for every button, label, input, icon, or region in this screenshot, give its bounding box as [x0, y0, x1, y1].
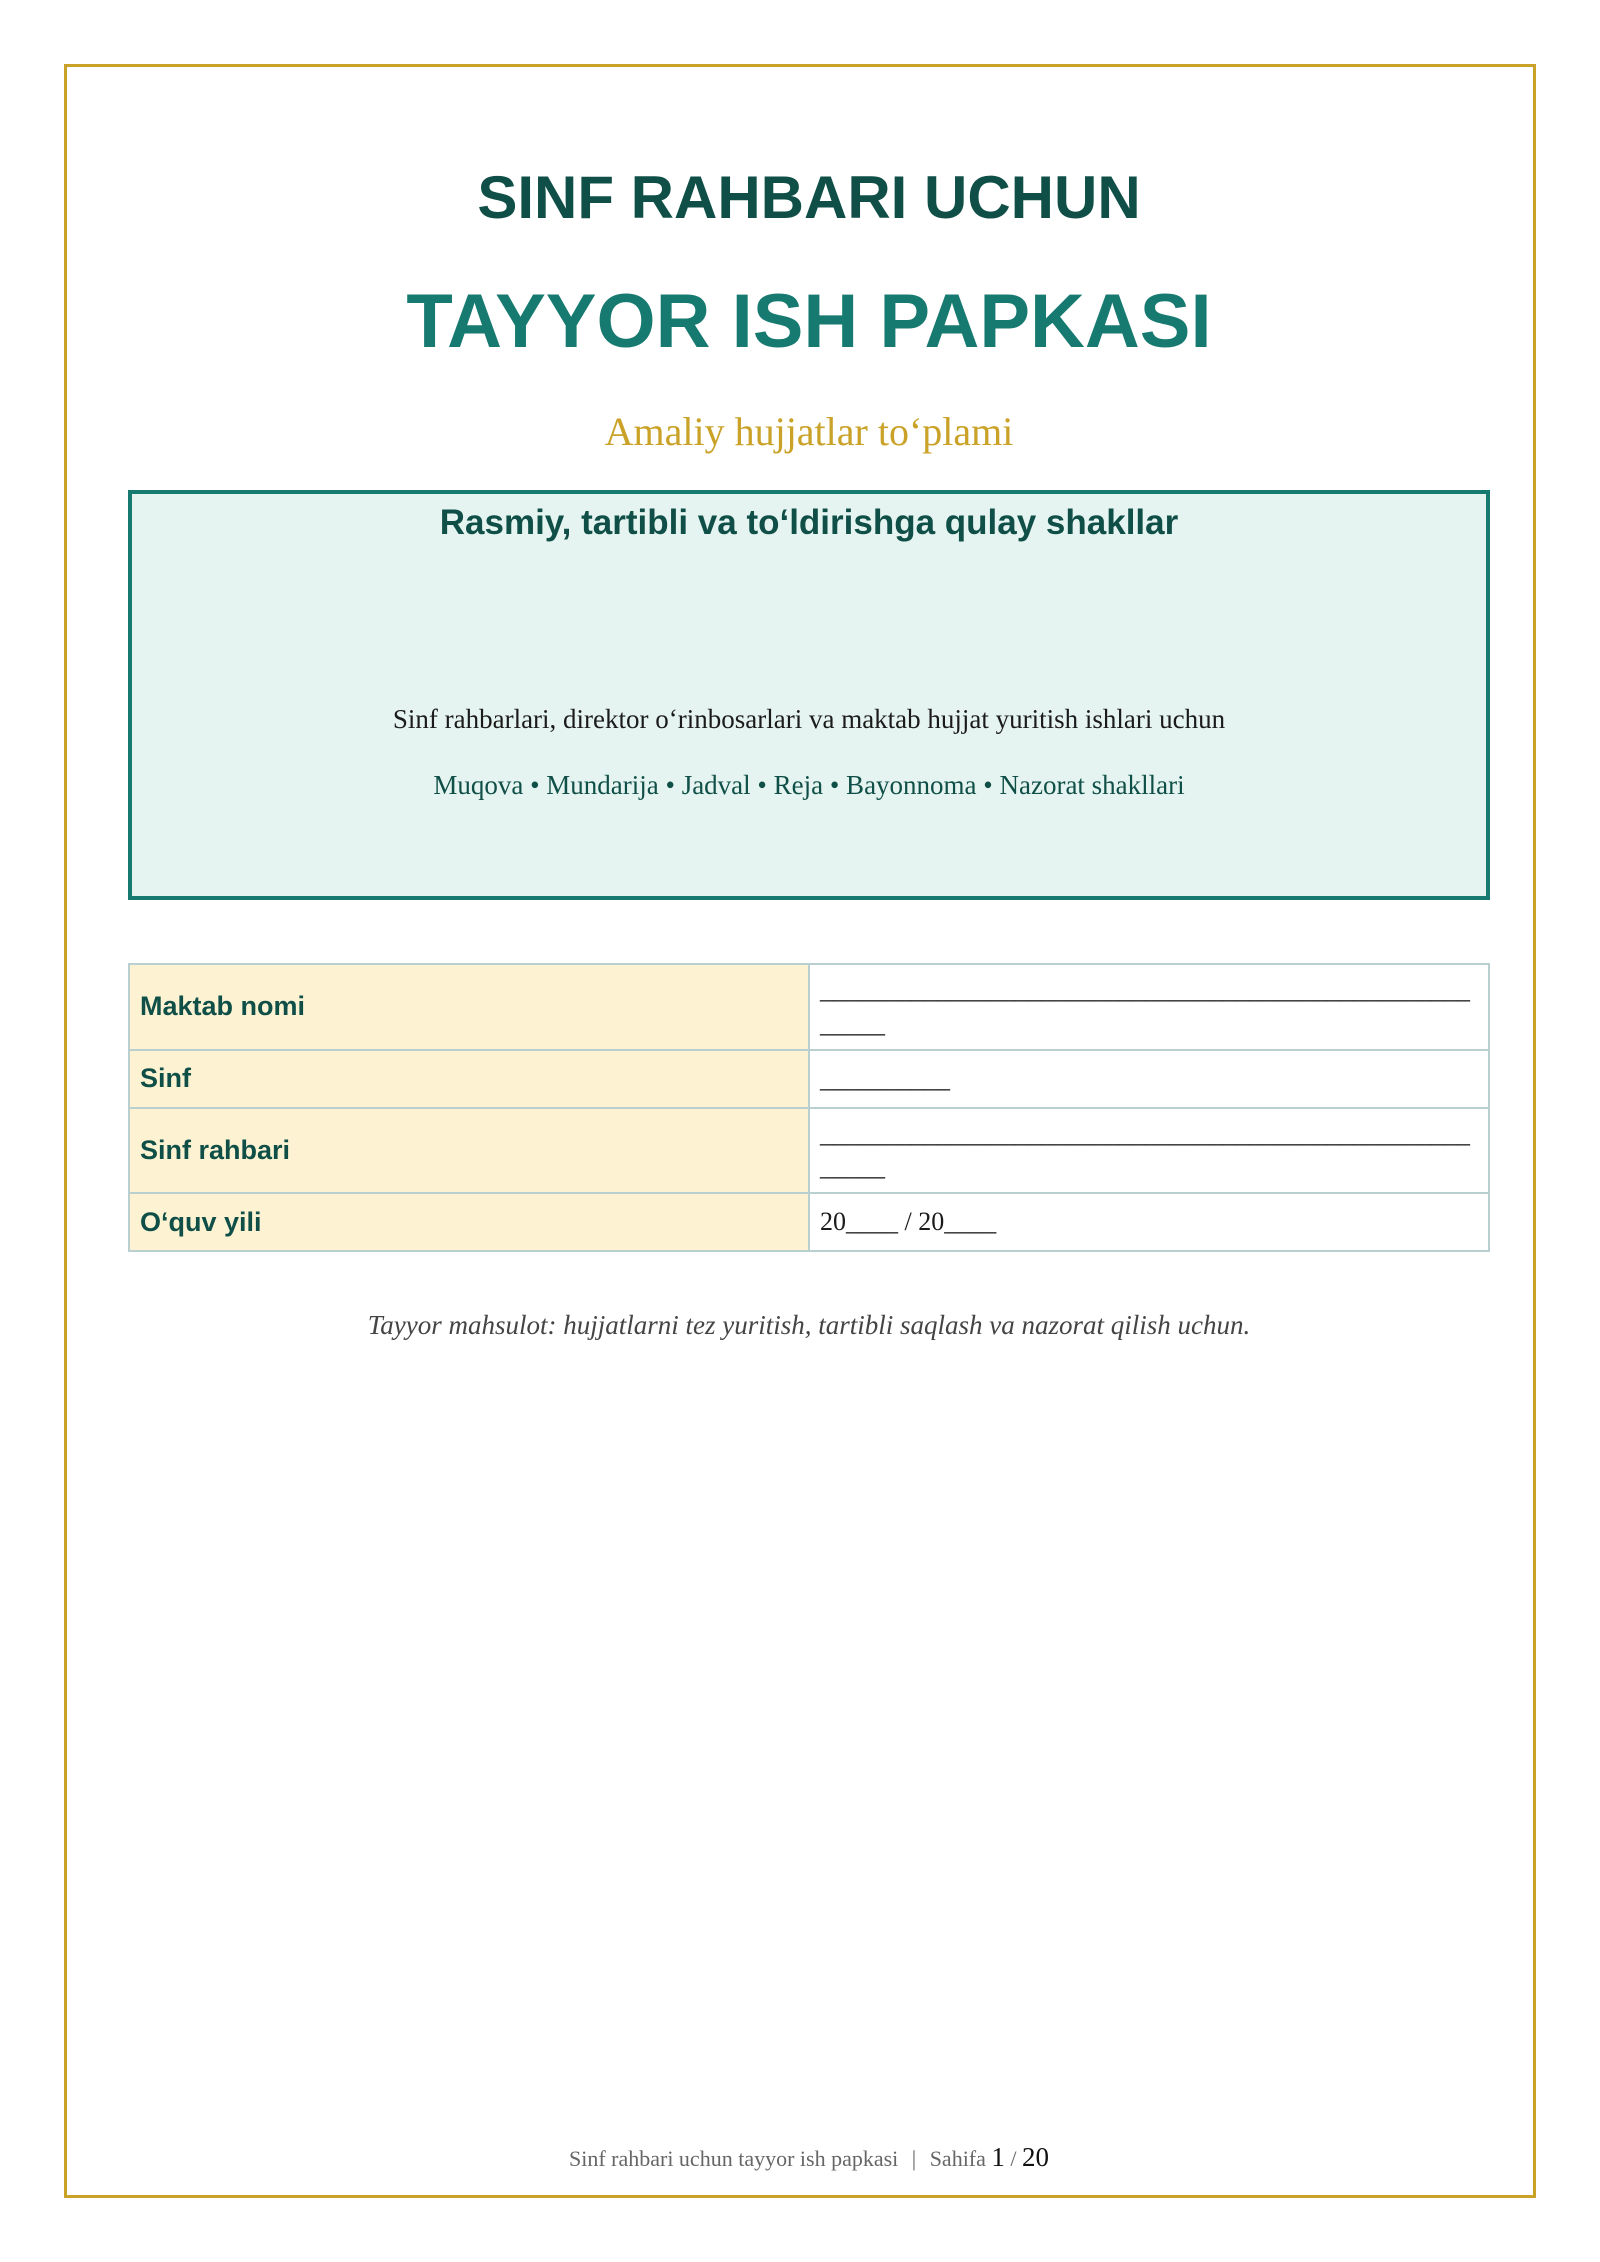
- info-box-contents-list: Muqova • Mundarija • Jadval • Reja • Bayonnoma • Nazorat shakllari: [433, 770, 1185, 800]
- info-box-description: Sinf rahbarlari, direktor o‘rinbosarlari va maktab hujjat yuritish ishlari uchun: [392, 704, 1226, 734]
- form-row-class: [129, 1050, 1489, 1108]
- info-box: [128, 490, 1490, 900]
- form-field-class-teacher[interactable]: _______________________________________________________: [809, 1108, 1489, 1194]
- footer-separator: |: [911, 2146, 917, 2171]
- details-form-table: [128, 963, 1490, 1252]
- footer-page-label: Sahifa: [929, 2146, 986, 2171]
- info-box-heading: Rasmiy, tartibli va to‘ldirishga qulay shakllar: [439, 503, 1179, 542]
- form-label-class-teacher: Sinf rahbari: [129, 1108, 809, 1194]
- form-label-academic-year: O‘quv yili: [129, 1193, 809, 1251]
- product-note: Tayyor mahsulot: hujjatlarni tez yuritish, tartibli saqlash va nazorat qilish uchun.: [367, 1310, 1251, 1340]
- form-row-class-teacher: [129, 1108, 1489, 1194]
- page-footer: [128, 2140, 1490, 2175]
- form-row-academic-year: [129, 1193, 1489, 1251]
- form-field-school-name[interactable]: _______________________________________________________: [809, 964, 1489, 1050]
- cover-title-line-1: SINF RAHBARI UCHUN: [477, 164, 1141, 231]
- form-field-class[interactable]: __________: [809, 1050, 1489, 1108]
- form-row-school-name: [129, 964, 1489, 1050]
- footer-current-page: 1: [991, 2142, 1005, 2172]
- form-label-school-name: Maktab nomi: [129, 964, 809, 1050]
- footer-page-divider: /: [1010, 2146, 1017, 2171]
- footer-doc-title: Sinf rahbari uchun tayyor ish papkasi: [568, 2146, 899, 2171]
- cover-title-line-2: TAYYOR ISH PAPKASI: [406, 279, 1212, 364]
- form-label-class: Sinf: [129, 1050, 809, 1108]
- form-field-academic-year[interactable]: 20____ / 20____: [809, 1193, 1489, 1251]
- footer-total-pages: 20: [1022, 2142, 1050, 2172]
- cover-subtitle: Amaliy hujjatlar to‘plami: [604, 409, 1014, 454]
